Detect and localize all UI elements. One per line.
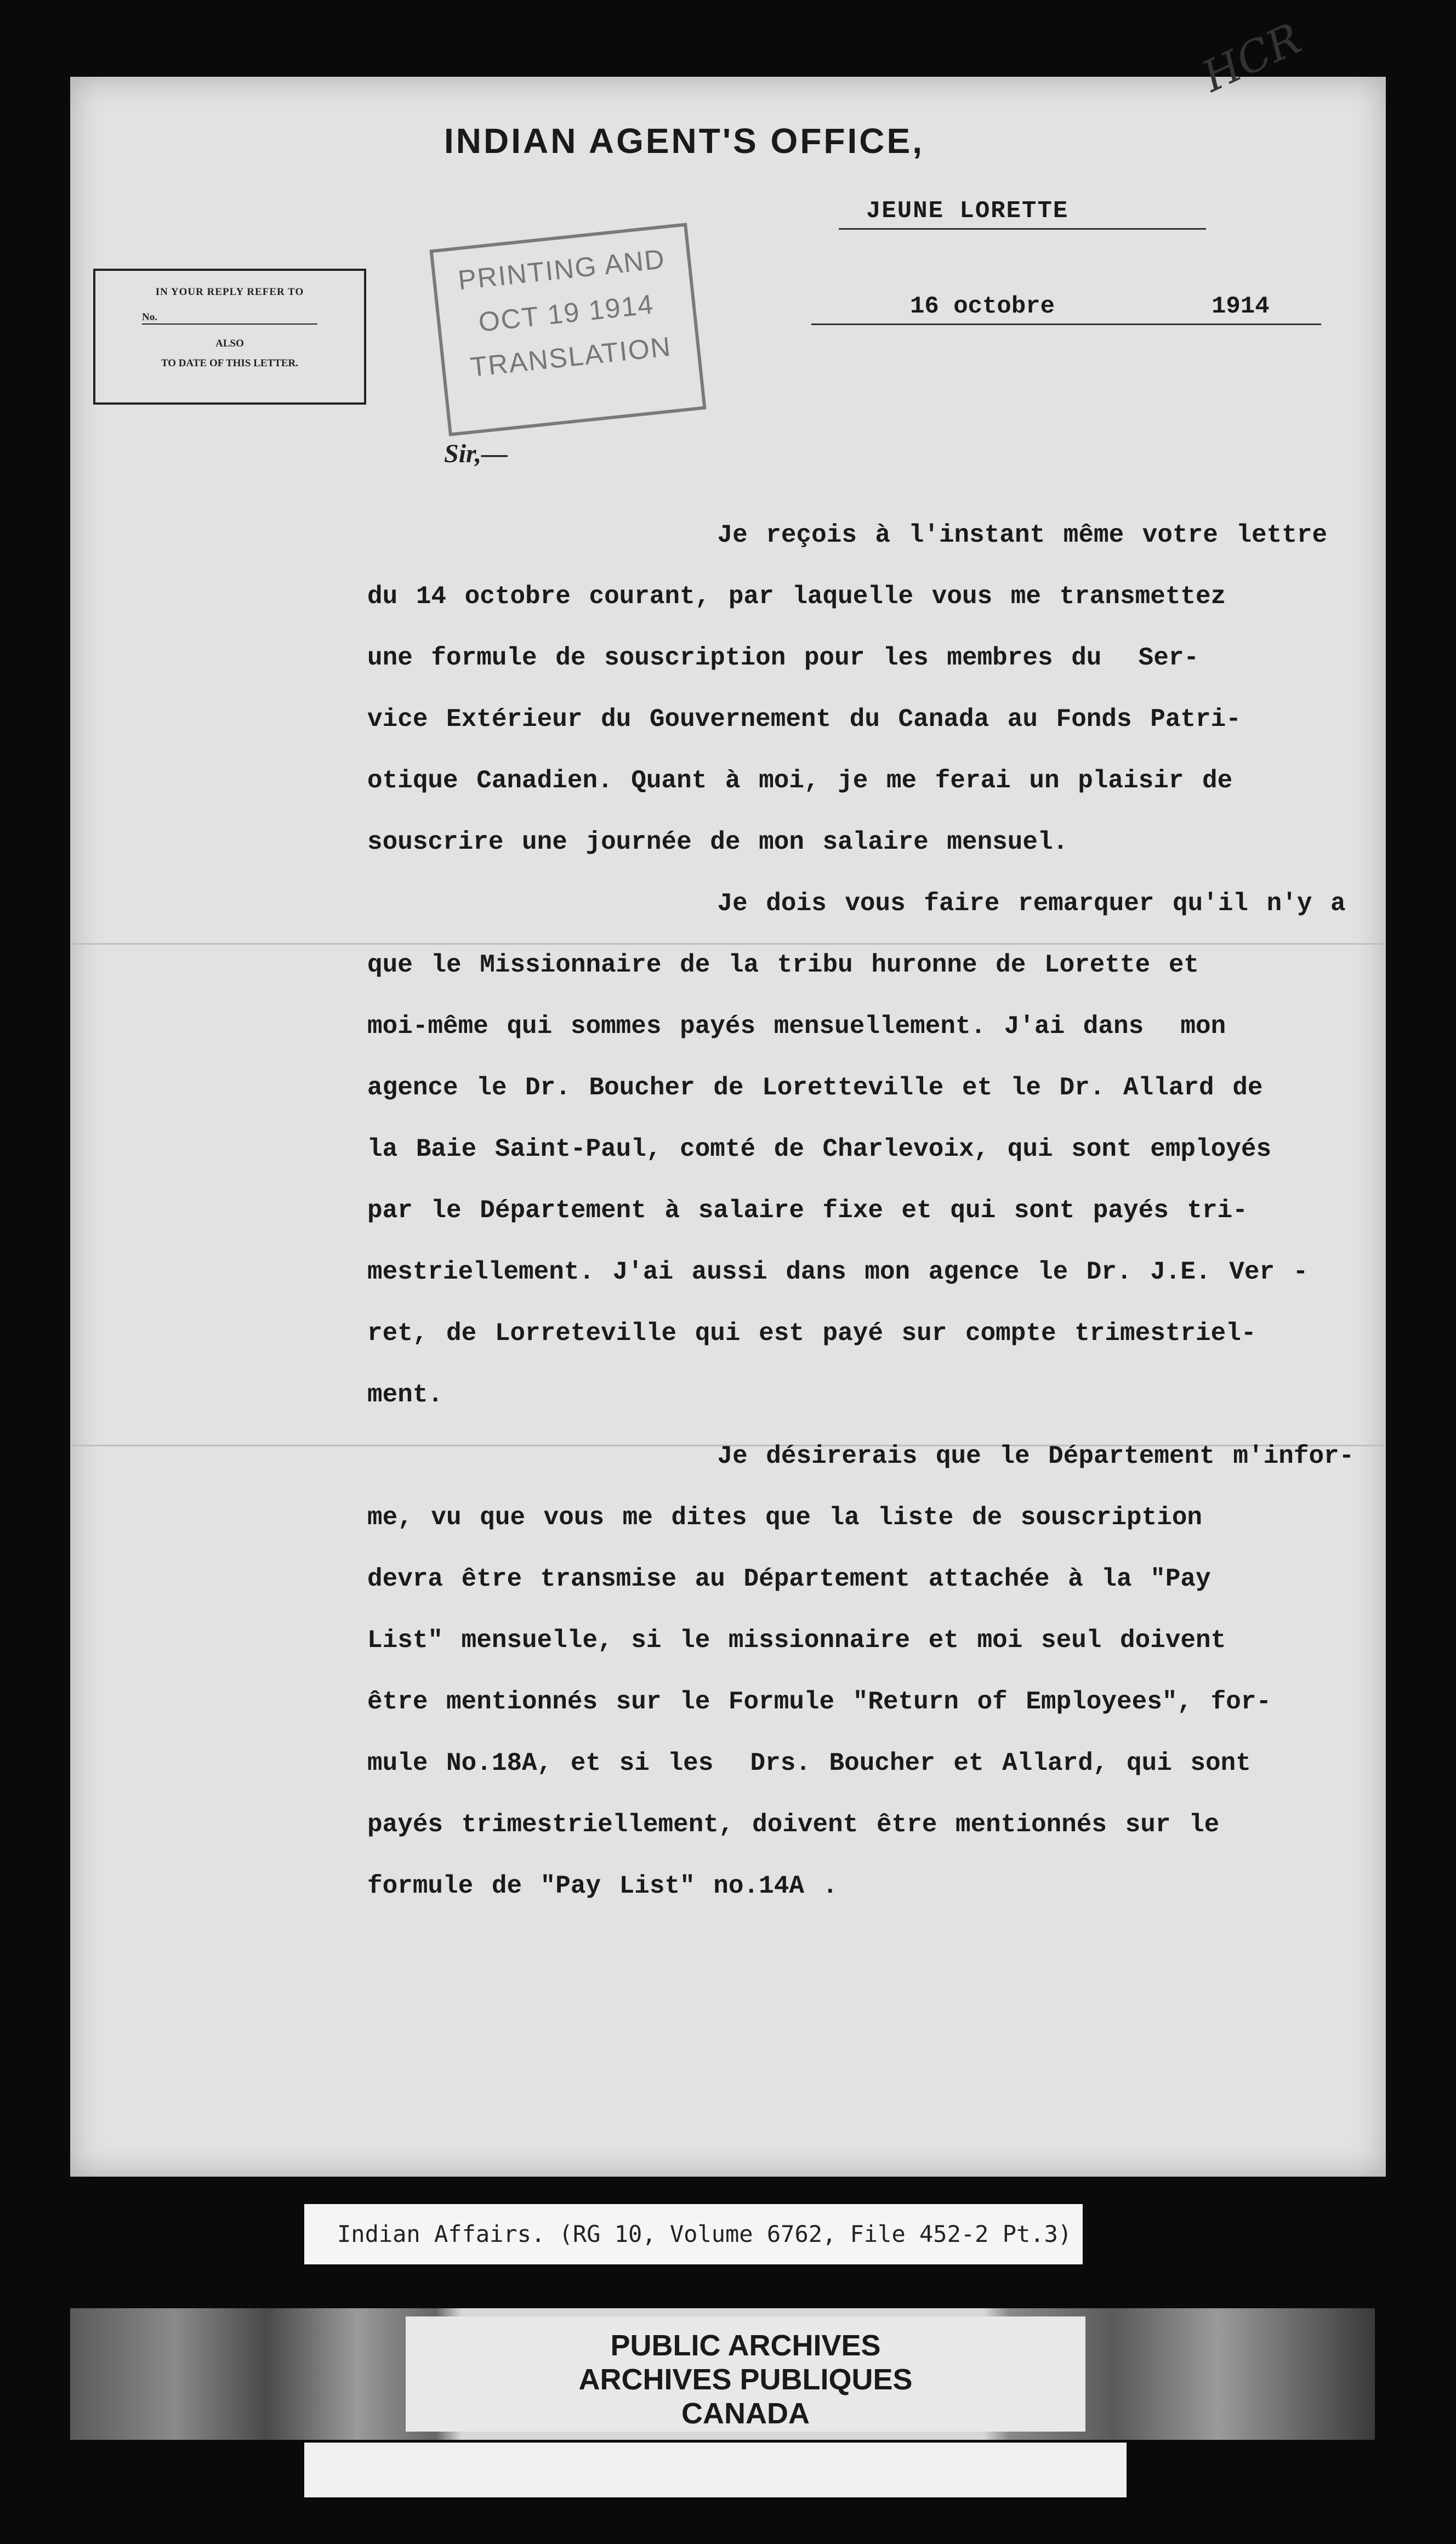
body-line: me, vu que vous me dites que la liste de souscription bbox=[367, 1503, 1203, 1532]
reply-box-line: IN YOUR REPLY REFER TO bbox=[155, 286, 304, 298]
salutation: Sir,— bbox=[444, 439, 508, 468]
reply-box-line: ALSO bbox=[215, 338, 244, 349]
body-line: souscrire une journée de mon salaire mensuel. bbox=[367, 828, 1068, 856]
letterhead-title: INDIAN AGENT'S OFFICE, bbox=[444, 121, 924, 161]
body-line: agence le Dr. Boucher de Loretteville et le Dr. Allard de bbox=[367, 1074, 1263, 1102]
body-line: du 14 octobre courant, par laquelle vous me transmettez bbox=[367, 582, 1226, 611]
handwritten-initials: HCR bbox=[1195, 14, 1309, 102]
reply-box-line: TO DATE OF THIS LETTER. bbox=[161, 357, 299, 369]
body-line: formule de "Pay List" no.14A . bbox=[367, 1872, 838, 1900]
stamp-line: PRINTING AND bbox=[456, 243, 667, 296]
body-line: payés trimestriellement, doivent être mentionnés sur le bbox=[367, 1810, 1220, 1839]
body-line: une formule de souscription pour les membres du Ser- bbox=[367, 644, 1199, 672]
archives-line: CANADA bbox=[681, 2397, 810, 2430]
date-day-month: 16 octobre bbox=[910, 293, 1055, 320]
place-name: JEUNE LORETTE bbox=[839, 197, 1206, 230]
body-line: Je désirerais que le Département m'infor- bbox=[367, 1442, 1355, 1470]
body-line: moi-même qui sommes payés mensuellement. J'ai dans mon bbox=[367, 1012, 1226, 1041]
body-line: la Baie Saint-Paul, comté de Charlevoix, qui sont employés bbox=[367, 1135, 1272, 1163]
stamp-line: TRANSLATION bbox=[469, 331, 673, 383]
archives-line: PUBLIC ARCHIVES bbox=[610, 2329, 881, 2362]
reply-reference-box bbox=[93, 269, 366, 405]
body-line: ret, de Lorreteville qui est payé sur compte trimestriel- bbox=[367, 1319, 1256, 1348]
body-line: mestriellement. J'ai aussi dans mon agence le Dr. J.E. Ver - bbox=[367, 1258, 1309, 1286]
date-year: 1914 bbox=[1212, 293, 1270, 320]
body-line: ment. bbox=[367, 1381, 443, 1409]
body-line: que le Missionnaire de la tribu huronne de Lorette et bbox=[367, 951, 1199, 979]
stamp-date: OCT 19 1914 bbox=[477, 288, 656, 338]
archives-line: ARCHIVES PUBLIQUES bbox=[578, 2363, 913, 2396]
bottom-label-strip bbox=[304, 2443, 1127, 2497]
letter-body bbox=[367, 504, 1355, 1917]
body-line: otique Canadien. Quant à moi, je me ferai un plaisir de bbox=[367, 766, 1233, 795]
body-line: mule No.18A, et si les Drs. Boucher et Allard, qui sont bbox=[367, 1749, 1251, 1778]
received-stamp bbox=[429, 223, 706, 436]
body-line: être mentionnés sur le Formule "Return of Employees", for- bbox=[367, 1688, 1272, 1716]
body-line: devra être transmise au Département attachée à la "Pay bbox=[367, 1565, 1211, 1593]
archive-reference: Indian Affairs. (RG 10, Volume 6762, File 452-2 Pt.3) bbox=[304, 2204, 1083, 2264]
letter-date bbox=[811, 291, 1321, 325]
body-line: List" mensuelle, si le missionnaire et moi seul doivent bbox=[367, 1626, 1226, 1655]
body-line: Je dois vous faire remarquer qu'il n'y a bbox=[367, 889, 1346, 918]
body-line: par le Département à salaire fixe et qui sont payés tri- bbox=[367, 1196, 1248, 1225]
body-line: vice Extérieur du Gouvernement du Canada au Fonds Patri- bbox=[367, 705, 1241, 734]
archives-label bbox=[406, 2316, 1085, 2432]
reply-box-line: No. bbox=[142, 311, 317, 325]
body-line: Je reçois à l'instant même votre lettre bbox=[367, 521, 1328, 549]
